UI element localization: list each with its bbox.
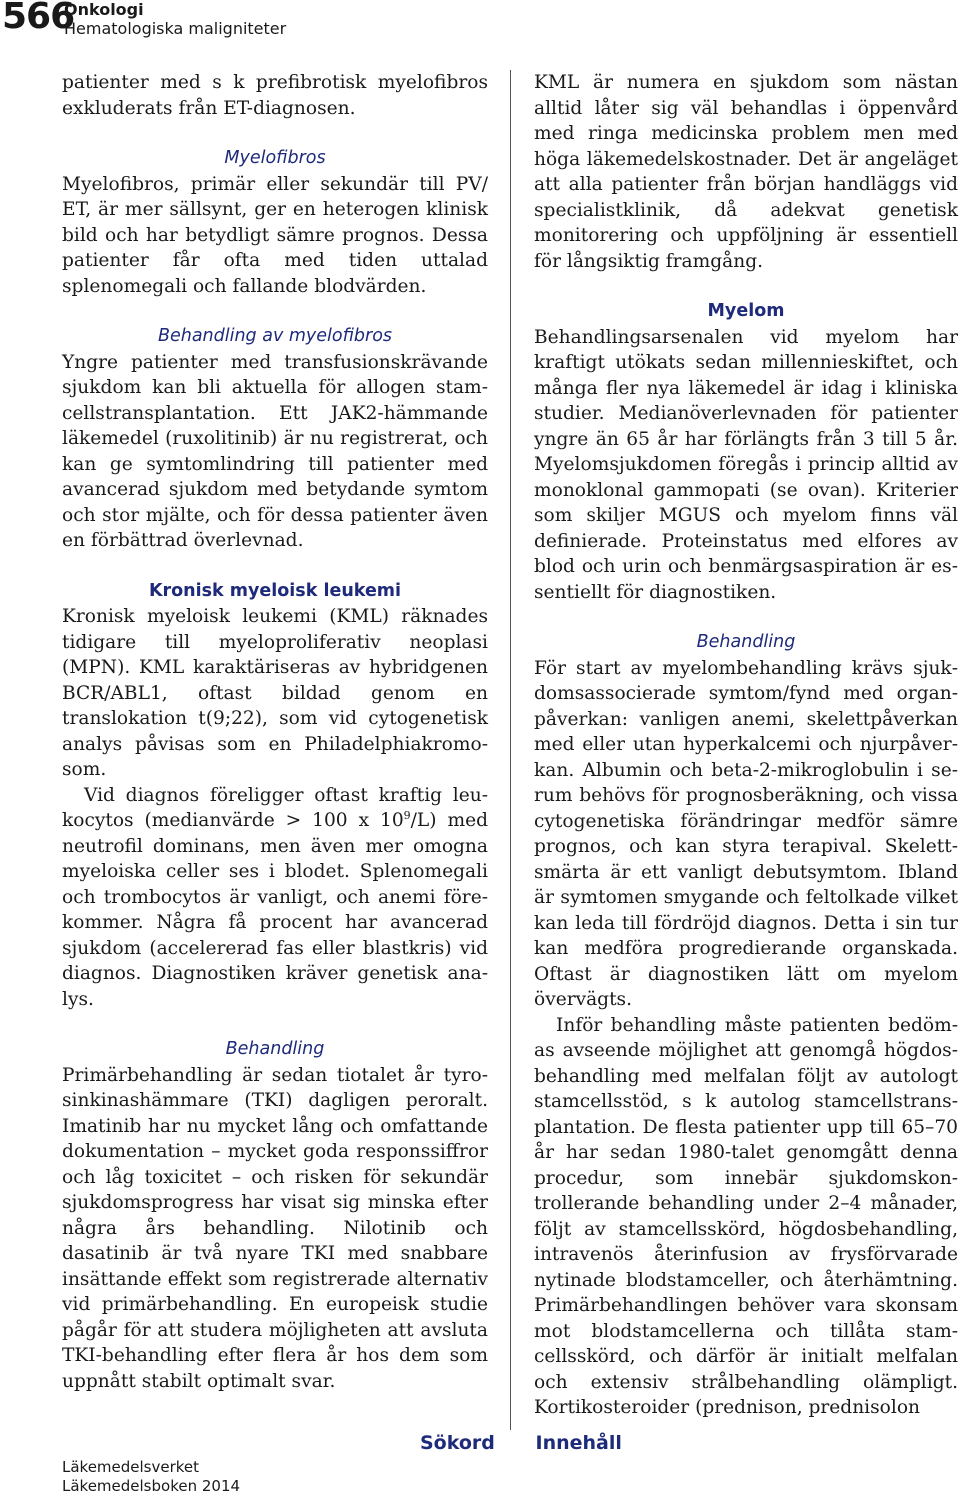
search-index-link[interactable]: Sökord [420, 1432, 495, 1454]
running-head [64, 0, 286, 38]
paragraph: Behandlingsarsenalen vid myelom har kraftigt utökats sedan millennieskiftet, och många fler nya läkemedel är idag i kliniska studier. Medianöverlevnaden för patienter yngre än 65 år har förlängts från 3 till 5 år. Myelomsjukdomen föregås i princip alltid av monoklonal gammopati (se ovan). Kriterier som skiljer MGUS och myelom finns väl definierade. Proteinstatus med elfores av blod och urin och benmärgsaspiration är essentiellt för diagnostiken. [534, 326, 958, 603]
heading-behandling-myelofibros: Behandling av myelofibros [157, 326, 393, 346]
paragraph: patienter med s k prefibrotisk myelofibros exkluderats från ET-diagnosen. [62, 72, 488, 119]
heading-myelofibros: Myelofibros [224, 148, 326, 168]
heading-behandling: Behandling [696, 632, 796, 652]
left-column [62, 70, 488, 1394]
footer-nav [420, 1432, 656, 1454]
paragraph: KML är numera en sjukdom som nästan alltid låter sig väl behandlas i öppenvård med ringa medicinska problem men med höga läkemedelskostnader. Det är angeläget att alla patienter från början handläggs vid specialistklinik, då adekvat genetisk monitorering och uppföljning är essentiell för långsiktig framgång. [534, 72, 958, 272]
paragraph: Primärbehandling är sedan tiotalet år tyrosinkinashämmare (TKI) dagligen peroralt. Imatinib har nu mycket lång och omfattande dokumentation – mycket goda responssiffror och låg toxicitet – och risken för sekundär sjukdomsprogress har visat sig minska efter några års behandling. Nilotinib och dasatinib är två nyare TKI med snabbare insättande effekt som registrerade alternativ vid primärbehandling. En europeisk studie pågår för att studera möjligheten att avsluta TKI-behandling efter flera år hos dem som uppnått stabilt optimalt svar. [62, 1064, 488, 1392]
contents-link[interactable]: Innehåll [535, 1432, 622, 1454]
paragraph: Yngre patienter med transfusionskrävande sjukdom kan bli aktuella för allogen stamcellstransplantation. Ett JAK2-hämmande läkemedel (ruxolitinib) är nu registrerat, och kan ge symtomlindring till patienter med avancerad sjukdom med betydande symtom och stor mjälte, och för dessa patienter även en förbättrad överlevnad. [62, 351, 488, 551]
heading-behandling: Behandling [225, 1039, 325, 1059]
page-header [0, 0, 960, 46]
paragraph: Myelofibros, primär eller sekundär till PV/ ET, är mer sällsynt, ger en heterogen klinisk bild och har betydligt sämre prognos. Dessa patienter får ofta med tiden uttalad splenomegali och fallande blodvärden. [62, 173, 488, 297]
page-number: 566 [2, 0, 75, 37]
chapter-title: Hematologiska maligniteter [64, 19, 287, 38]
heading-kml: Kronisk myeloisk leukemi [148, 580, 402, 601]
paragraph: Inför behandling måste patienten bedömas avseende möjlighet att genomgå högdosbehandling med melfalan följt av autologt stamcellsstöd, s k autolog stamcellstransplantation. De flesta patienter upp till 65–70 år har sedan 1980-talet genomgått denna procedur, som innebär sjukdomskontrollerande behandling under 2–4 månader, följt av stamcellsskörd, högdosbehandling, intravenös återinfusion av frysförvarade nytinade blodstamceller, och återhämtning. Primärbehandlingen behöver vara skonsam mot blodstamcellerna och tillåta stamcellsskörd, och därför är initialt melfalan och extensiv strålbehandling olämpligt. Kortikosteroider (prednison, prednisolon [534, 1014, 958, 1418]
footer-source [62, 1458, 240, 1496]
right-column [534, 70, 958, 1421]
paragraph: För start av myelombehandling krävs sjukdomsassocierade symtom/fynd med organpåverkan: vanligen anemi, skelettpåverkan med eller utan hyperkalcemi och njurpåverkan. Albumin och beta-2-mikroglobulin i serum behövs för prognosberäkning, och vissa cytogenetiska förändringar medför sämre prognos, och kan styra terapival. Skelettsmärta är ett vanligt debutsymtom. Ibland är symtomen smygande och feltolkade vilket kan leda till fördröjd diagnos. Detta i sin tur kan medföra progredierande organskada. Oftast är diagnostiken lätt om myelom övervägts. [534, 657, 958, 1010]
paragraph: Vid diagnos föreligger oftast kraftig leukocytos (medianvärde > 100 x $10^9/L$) med neutrofil dominans, men även mer omogna myeloiska celler ses i blodet. Splenomegali och trombocytos är vanligt, och anemi förekommer. Några få procent har avancerad sjukdom (accelererad fas eller blastkris) vid diagnos. Diagnostiken kräver genetisk analys. [62, 784, 488, 1010]
section-title: Onkologi [64, 0, 144, 19]
column-divider [510, 70, 511, 1430]
publisher: Läkemedelsverket [62, 1458, 200, 1476]
book-title: Läkemedelsboken 2014 [62, 1477, 241, 1495]
paragraph: Kronisk myeloisk leukemi (KML) räknades tidigare till myeloproliferativ neoplasi (MPN). KML karaktäriseras av hybridgenen BCR/ABL1, oftast bildad genom en translokation t(9;22), som vid cytogenetisk analys påvisas som en Philadelphiakromosom. [62, 606, 488, 780]
heading-myelom: Myelom [707, 301, 785, 321]
